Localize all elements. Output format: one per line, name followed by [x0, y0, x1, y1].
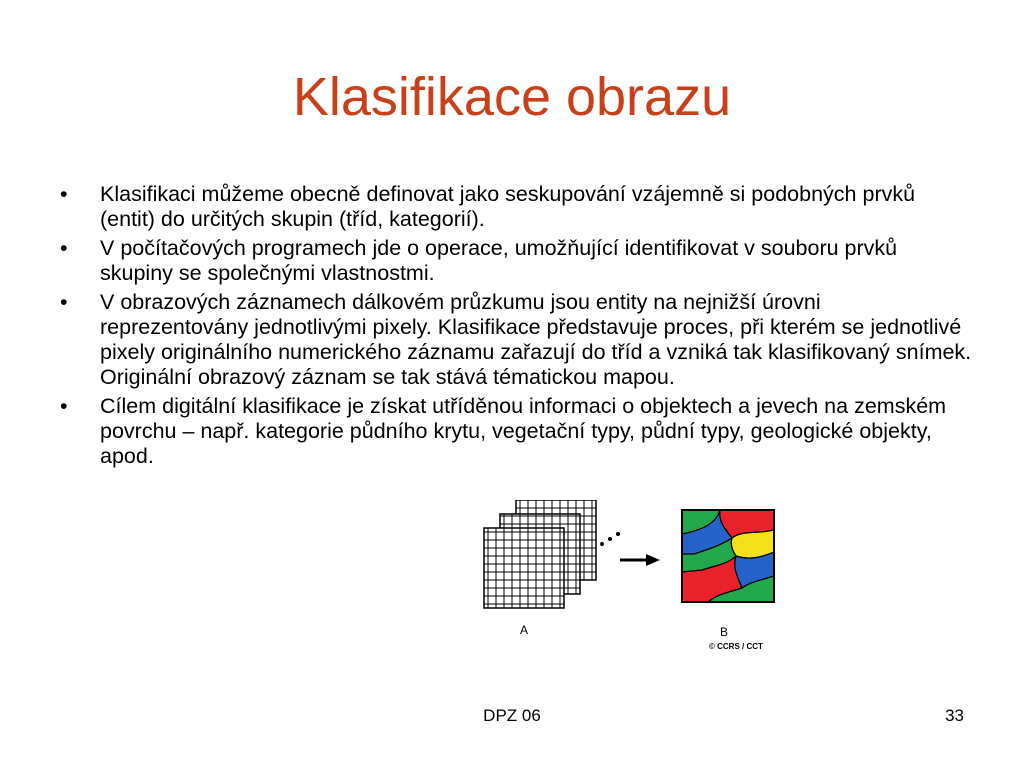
bullet-item — [60, 290, 972, 390]
bullet-marker: • — [60, 236, 68, 260]
label-a: A — [520, 623, 529, 637]
classification-figure — [480, 500, 790, 660]
slide-title: Klasifikace obrazu — [292, 67, 732, 127]
label-b: B — [720, 625, 729, 639]
bullet-text: V počítačových programech jde o operace, umožňující identifikovat v souboru prvků skupiny se společnými vlastnostmi. — [100, 236, 898, 285]
bullet-item — [60, 394, 972, 469]
raster-layer-front — [484, 528, 564, 608]
image-credit: © CCRS / CCT — [709, 642, 763, 651]
bullet-text: V obrazových záznamech dálkovém průzkumu jsou entity na nejnižší úrovni reprezentovány jednotlivými pixely. Klasifikace představuje proces, při kterém se jednotlivé pixely originálního numerického záznamu zařazují do tříd a vzniká tak klasifikovaný snímek. Originální obrazový záznam se tak stává tématickou mapou. — [100, 290, 972, 389]
ellipsis-dot — [616, 532, 620, 536]
classification-diagram — [480, 500, 790, 660]
bullet-marker: • — [60, 394, 68, 418]
ellipsis-dot — [608, 537, 612, 541]
arrow-right-icon — [620, 554, 660, 566]
bullet-text: Klasifikaci můžeme obecně definovat jako seskupování vzájemně si podobných prvků (entit) do určitých skupin (tříd, kategorií). — [100, 182, 916, 231]
footer-label: DPZ 06 — [483, 706, 541, 725]
bullet-item — [60, 182, 972, 232]
classified-map — [682, 510, 774, 602]
ellipsis-dot — [600, 542, 604, 546]
bullet-text: Cílem digitální klasifikace je získat utříděnou informaci o objektech a jevech na zemském povrchu – např. kategorie půdního krytu, vegetační typy, půdní typy, geologické objekty, apod. — [100, 394, 947, 468]
page-number: 33 — [945, 706, 964, 725]
bullet-marker: • — [60, 182, 68, 206]
bullet-item — [60, 236, 972, 286]
bullet-list — [60, 182, 972, 473]
bullet-marker: • — [60, 290, 68, 314]
